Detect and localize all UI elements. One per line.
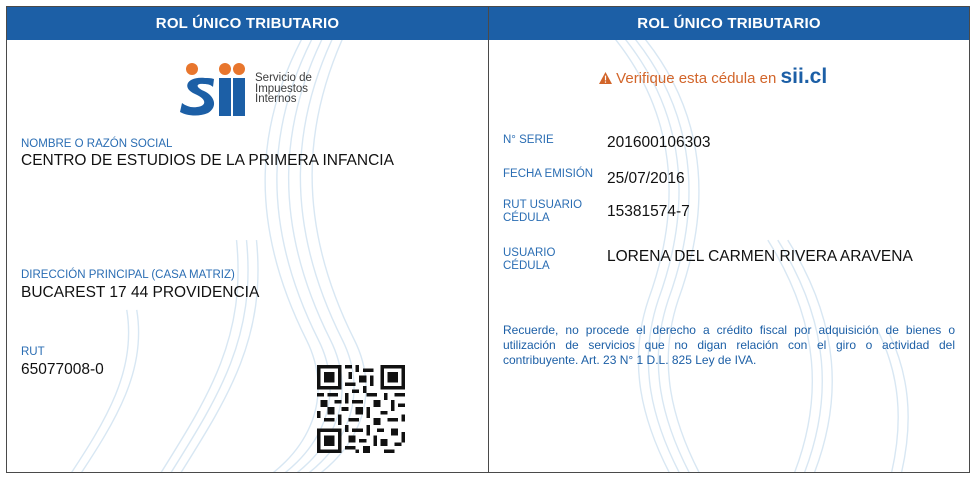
fecha-value: 25/07/2016 [607,170,685,187]
rut-value: 65077008-0 [21,361,104,378]
fecha-label: FECHA EMISIÓN [503,168,594,180]
logo-line-3: Internos [255,93,297,105]
usuario-label-line-1: USUARIO [503,247,556,259]
rut-usuario-value: 15381574-7 [607,203,690,220]
address-label: DIRECCIÓN PRINCIPAL (CASA MATRIZ) [21,269,235,281]
logo-text [255,73,312,105]
serie-label: N° SERIE [503,134,554,146]
serie-value: 201600106303 [607,134,711,151]
qr-code-icon [317,365,405,453]
card-header: ROL ÚNICO TRIBUTARIO [489,7,969,40]
rut-usuario-label [503,199,582,225]
address-value: BUCAREST 17 44 PROVIDENCIA [21,284,260,301]
rut-usuario-label-line-1: RUT USUARIO [503,199,583,211]
verify-notice [599,65,827,89]
logo-line-2: Impuestos [255,82,309,95]
name-value: CENTRO DE ESTUDIOS DE LA PRIMERA INFANCIA [21,152,394,169]
name-label: NOMBRE O RAZÓN SOCIAL [21,138,173,150]
rut-label: RUT [21,346,45,358]
usuario-value: LORENA DEL CARMEN RIVERA ARAVENA [607,248,913,265]
rut-card-front [6,6,488,473]
card-header: ROL ÚNICO TRIBUTARIO [7,7,488,40]
usuario-label [503,247,555,273]
verify-site-link[interactable]: sii.cl [780,65,828,88]
rut-usuario-label-line-2: CÉDULA [503,212,550,224]
usuario-label-line-2: CÉDULA [503,260,550,272]
verify-text: Verifique esta cédula en [616,70,777,87]
rut-card-back [488,6,970,473]
legal-note: Recuerde, no procede el derecho a crédito fiscal por adquisición de bienes o utilización de servicios que no digan relación con el giro o actividad del contribuyente. Art. 23 N° 1 D.L. 825 Ley de IVA. [503,323,955,367]
logo-line-1: Servicio de [255,72,312,84]
warning-triangle-icon [599,72,612,84]
